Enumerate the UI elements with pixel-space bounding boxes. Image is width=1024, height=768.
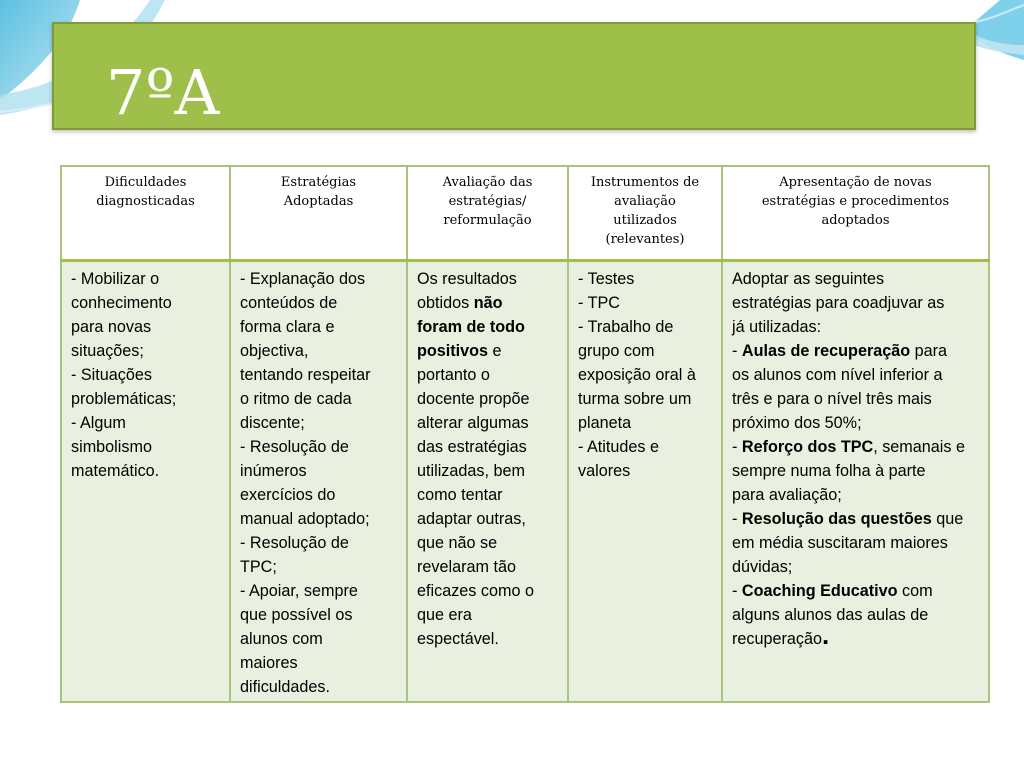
cell-dificuldades: - Mobilizar o conhecimento para novas situações; - Situações problemáticas; - Algum simbolismo matemático.	[61, 261, 230, 703]
cell-instrumentos: - Testes - TPC - Trabalho de grupo com exposição oral à turma sobre um planeta - Atitudes e valores	[568, 261, 722, 703]
header-estrategias: Estratégias Adoptadas	[230, 166, 407, 261]
cell-novas-estrategias: Adoptar as seguintes estratégias para coadjuvar as já utilizadas: - Aulas de recuperação para os alunos com nível inferior a três e para o nível três mais próximo dos 50%; - Reforço dos TPC, semanais e sempre numa folha à parte para avaliação; - Resolução das questões que em média suscitaram maiores dúvidas; - Coaching Educativo com alguns alunos das aulas de recuperação.	[722, 261, 989, 703]
slide-title: 7ºA	[106, 56, 220, 129]
table-header-row	[61, 166, 989, 261]
strategy-table-container	[60, 165, 990, 703]
header-dificuldades: Dificuldades diagnosticadas	[61, 166, 230, 261]
header-avaliacao: Avaliação das estratégias/ reformulação	[407, 166, 568, 261]
header-instrumentos: Instrumentos de avaliação utilizados (relevantes)	[568, 166, 722, 261]
cell-avaliacao: Os resultados obtidos não foram de todo positivos e portanto o docente propõe alterar algumas das estratégias utilizadas, bem como tentar adaptar outras, que não se revelaram tão eficazes como o que era espectável.	[407, 261, 568, 703]
cell-estrategias: - Explanação dos conteúdos de forma clara e objectiva, tentando respeitar o ritmo de cada discente; - Resolução de inúmeros exercícios do manual adoptado; - Resolução de TPC; - Apoiar, sempre que possível os alunos com maiores dificuldades.	[230, 261, 407, 703]
strategy-table	[60, 165, 990, 703]
title-bar	[52, 22, 976, 130]
table-row	[61, 261, 989, 703]
header-novas-estrategias: Apresentação de novas estratégias e procedimentos adoptados	[722, 166, 989, 261]
